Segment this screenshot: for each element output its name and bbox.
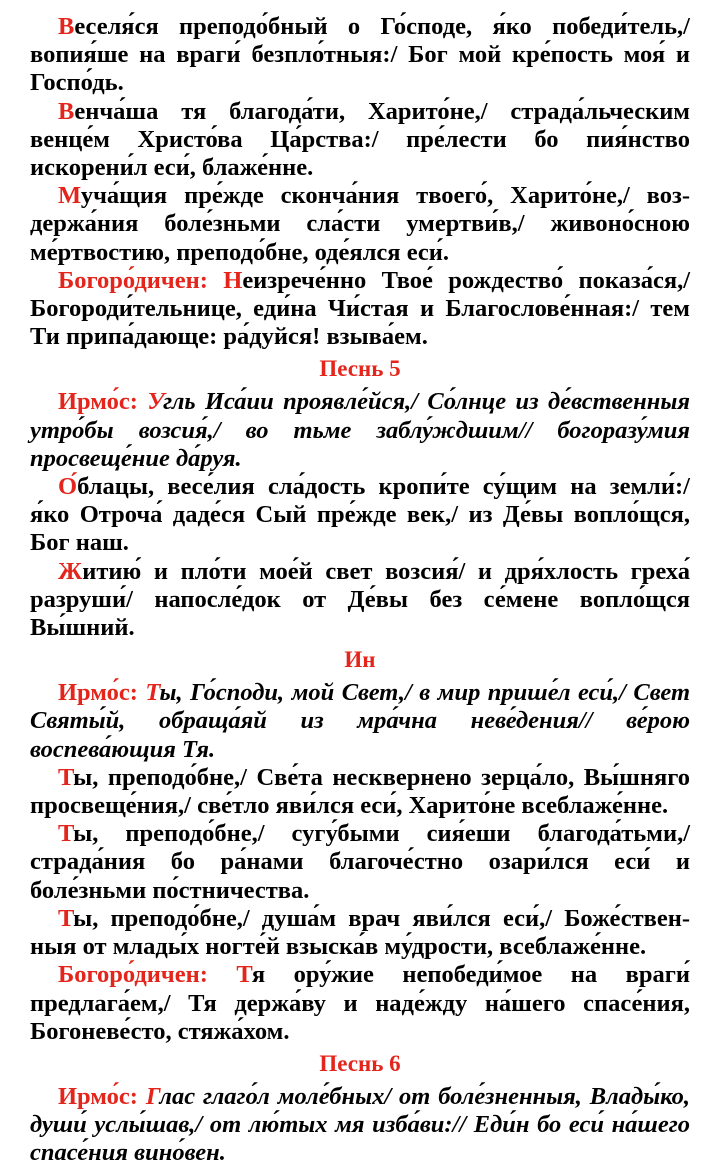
verse-text: енча́ша тя благода́ти, Харито́не,/ страда́льческим венце́м Христо́ва Ца́рства:/ пре́лести бо пия́нство искорени́л еси́, блаже́нне. bbox=[30, 97, 690, 182]
verse-text: гль Иса́ии проявле́йся,/ Со́лнце из де́вственныя утро́бы возсия́,/ во тьме заблу́ждшим// богоразу́мия просвеще́ние да́руя. bbox=[30, 388, 690, 472]
rubric-paragraph bbox=[30, 388, 690, 473]
red-initial: Н bbox=[223, 266, 243, 294]
rubric-label: Ирмо́с: bbox=[58, 679, 146, 707]
rubric-label: Богоро́дичен: bbox=[58, 266, 224, 294]
verse-text: ы, преподо́бне,/ сугу́быми сия́еши благода́тьми,/ страда́ния бо ра́нами благоче́стно озари́лся еси́ и боле́зньми по́стничества. bbox=[30, 820, 690, 904]
verse-text: ы, преподо́бне,/ Све́та несквернено зерца́ло, Вы́шняго просвеще́ния,/ све́тло яви́лся еси́, Харито́не всеблаже́нне. bbox=[30, 763, 690, 820]
section-heading: Песнь 6 bbox=[319, 1050, 401, 1076]
red-initial: Т bbox=[236, 961, 252, 989]
verse-text: еизрече́нно Твое́ рождество́ показа́ся,/ Богороди́тельнице, еди́на Чи́стая и Благослове́нная:/ тем Ти припа́дающе: ра́дуйся! взыва́ем. bbox=[30, 266, 691, 351]
verse-text: ы, преподо́бне,/ душа́м врач яви́лся еси́,/ Боже́ственныя от млады́х ногте́й взыска́в му́дрости, всеблаже́нне. bbox=[30, 904, 690, 961]
rubric-label: Богоро́дичен: bbox=[58, 961, 237, 989]
verse-paragraph bbox=[30, 764, 690, 820]
verse-text: итию́ и пло́ти мое́й свет возсия́/ и дря́хлость греха́ разруши́/ напосле́док от Де́вы без се́мене вопло́щся Вы́шний. bbox=[30, 557, 690, 642]
rubric-paragraph bbox=[30, 961, 690, 1046]
rubric-label: Ирмо́с: bbox=[58, 1082, 146, 1110]
rubric-paragraph bbox=[30, 267, 690, 352]
rubric-paragraph bbox=[30, 1083, 690, 1168]
rubric-label: Ирмо́с: bbox=[58, 388, 148, 416]
red-initial: В bbox=[58, 13, 75, 40]
verse-text: ы, Го́споди, мой Свет,/ в мир прише́л еси́,/ Свет Святы́й, обраща́яй из мра́чна неве́дения// ве́рою воспева́ющия Тя. bbox=[30, 679, 690, 763]
verse-text: уча́щия пре́жде сконча́ния твоего́, Харито́не,/ воздержа́ния боле́зньми сла́сти умертви́в,/ живоно́сною ме́ртвостию, преподо́бне, оде́ялся еси́. bbox=[30, 182, 690, 266]
verse-paragraph bbox=[30, 98, 690, 183]
rubric-paragraph bbox=[30, 679, 690, 764]
verse-text: еселя́ся преподо́бный о Го́споде, я́ко победи́тель,/ вопия́ше на враги́ безпло́тныя:/ Бог мой кре́пость моя́ и Госпо́дь. bbox=[30, 13, 690, 97]
red-initial: Т bbox=[58, 763, 74, 791]
red-initial: О bbox=[58, 473, 78, 501]
verse-text: лас глаго́л моле́бных/ от боле́зненныя, Влады́ко, души́ услы́шав,/ от лю́тых мя изба́ви:// Еди́н бо еси́ на́шего спасе́ния вино́вен. bbox=[30, 1082, 690, 1167]
red-initial: Т bbox=[58, 820, 74, 848]
section-heading: Песнь 5 bbox=[319, 356, 401, 382]
section-heading: Ин bbox=[344, 647, 376, 673]
red-initial: Г bbox=[145, 1082, 160, 1110]
red-initial: В bbox=[58, 97, 75, 125]
verse-text: ́блацы, весе́лия сла́дость кропи́те су́щим на земли́:/ я́ко Отроча́ даде́ся Сый пре́жде век,/ из Де́вы вопло́щся, Бог наш. bbox=[30, 473, 690, 557]
verse-paragraph bbox=[30, 820, 690, 905]
verse-paragraph bbox=[30, 13, 690, 98]
verse-paragraph bbox=[30, 905, 690, 961]
verse-paragraph bbox=[30, 558, 690, 643]
red-initial: Ж bbox=[58, 557, 83, 585]
verse-paragraph bbox=[30, 182, 690, 267]
red-initial: Т bbox=[58, 904, 74, 932]
verse-text: я ору́жие непобеди́мое на враги́ предлага́ем,/ Тя держа́ву и наде́жду на́шего спасе́ния, Богоневе́сто, стяжа́хом. bbox=[30, 961, 691, 1045]
verse-paragraph bbox=[30, 473, 690, 558]
red-initial: Т bbox=[145, 679, 160, 707]
red-initial: М bbox=[58, 182, 81, 210]
red-initial: У bbox=[147, 388, 164, 416]
